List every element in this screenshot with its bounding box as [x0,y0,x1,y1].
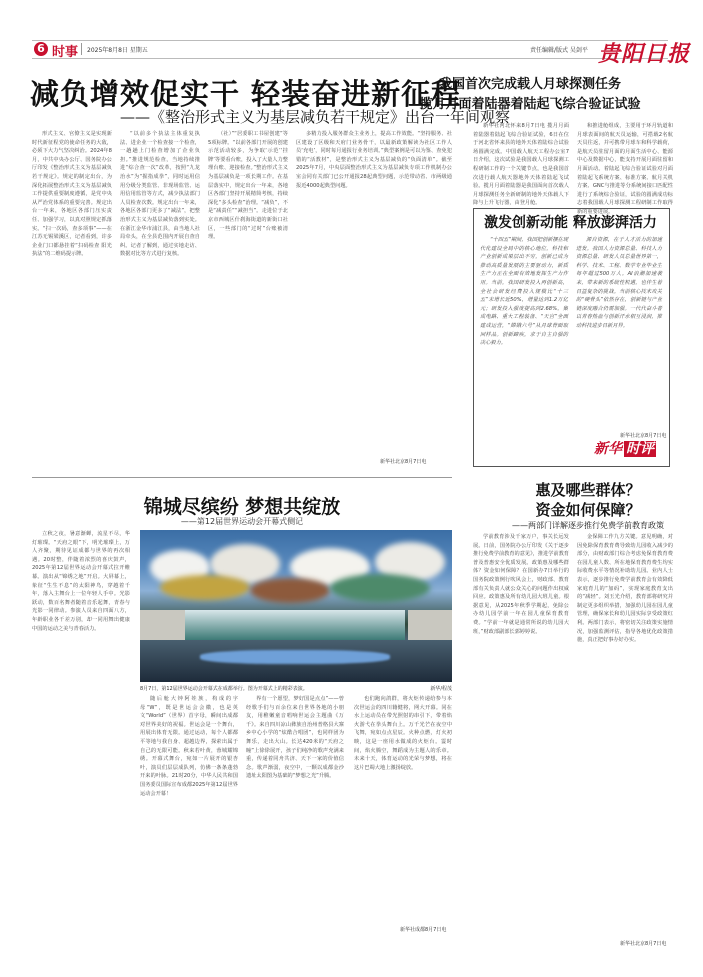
commentary-column-2: 源自资源，在于人才活力的加速迸发。我国人力资源总量、科技人力资源总量、研发人员总量世界第一，科学、技术、工程、数学专业毕业生每年超过500万人。AI浪潮加速袭来，带来新的系统性机遇，也伴生着日益复杂的挑战。当前核心技术攻关的“硬骨头”依然存在，创新链与产业链深度融合仍需加强。一代代奋斗者以青春热血与创新汗水相互浸润，推动科技进步日新月异。 [576,237,662,329]
photo-side-screen-left [140,610,185,640]
xinhua-commentary-logo [592,438,656,458]
section-name: 时事 [52,45,79,60]
header-divider [81,43,82,55]
opening-ceremony-photo [140,530,452,682]
photo-caption [140,685,452,692]
preschool-column-1: 学前教育涉及千家万户，事关长远发展。日前，国务院办公厅印发《关于逐步推行免费学前教育的意见》，推进学前教育普及普惠安全优质发展。政策惠及哪些群体？资金如何保障？在国新办7日举行的国务院政策例行吹风会上，财政部、教育部有关负责人就公众关心的问题作出权威回应。政策惠及所有幼儿园大班儿童。根据意见，从2025年秋季学期起，免除公办幼儿园学前一年在园儿童保育教育费。“学前一年就是通常所说的幼儿园大班，”财政部副部长郭婷婷说。 [473,534,569,635]
photo-side-screen-right [408,610,452,640]
lead-subheadline: ——《整治形式主义为基层减负若干规定》出台一年间观察 [120,108,511,126]
lead-column-4: 多精力投入服务群众主业务上，提高工作效能。“坚持服务、社区建设了区级和天府门业务骨干，以最新政策解读为社区工作人员‘充电’，同时每月通报行业务培训。”典型案例是可以为鉴、查免犯错的“活教材”，是整治形式主义为基层减负的“负面清单”。截至2025年7月，中央层面整治形式主义为基层减负专项工作机制办公室会同有关部门已公开通报28起典型问题，示范带动省、市两级通报近4000起典型问题。 [296,131,452,189]
preschool-headline-line1: 惠及哪些群体？ [535,481,641,499]
photo-color-burst [160,575,250,600]
photo-credit: 新华/程茂 [430,686,452,692]
xinhua-word: 新华 [594,441,622,457]
photo-performers [200,650,390,664]
moon-headline [380,75,680,115]
games-column-3: 界有一个愿望，梦好国是点点”——曾经歌手们与百余位来自世界各地的小朋友，用稚嫩童音唱响世运会主题曲《万千》。来自四川凉山彝族自治州普格县大寨乡中心小学的“炫酷合唱团”，也同样团为舞乐，走出大山。长达420米的“天府之瞳”上徐徐展开，孩子们纯净的歌声充满来重，传递着同舟共济、天下一家的价值信念。歌声渐弱，夜空中，一颗以成都金沙遗址太阳图为基础的“梦想之光”升腾。 [246,696,344,780]
page-number-badge: 6 [34,42,48,56]
lead-headline: 减负增效促实干 轻装奋进新征程 [30,77,462,111]
moon-headline-line2: 揽月月面着陆器着陆起飞综合验证试验 [419,97,641,112]
games-column-4: 也们跑向鸽群，将火炬传递给参与本次世运会的四川籍健将，网大开幕。同在水上运动员在带光照射的串引下，带着焰火游弋在拳头舞台上。万千光芒在夜空中飞舞，宛如点点星辰。火种点燃，灯火初映，这是一座用水做成的火炬台。霎时间，焰火腾空，舞蹈成为主题人的乐章。未来十天，体育运动的光荣与梦想，将在这片巴蜀大地上激扬绽放。 [354,696,452,771]
games-column-2: 随后舱大钟阿娃族，构成的字母“W”，既是世运会会徽，也是英文“World”（世界）首字母，瞬间出成都对世界美好的祝福。世运会是一个舞台，用展出体育无限。通过运动，每个人都都平等地与我自身、超越边界，探索出属于自己的无限可能。秋来若叶黄，蓉城耀锦绣。开幕式舞台，宛如一片展开的银杏叶，演员们层层成队列，仿佛一条条蓬勃开来的叶脉。21时20分，中华人民共和国国务委员国际宣布成都2025年第12届世界运动会开幕！ [140,696,238,797]
newspaper-logo: 贵阳日报 [598,41,691,67]
editor-credit: 责任编辑/版式 吴剑平 [530,47,588,54]
commentary-signature: 新华社北京8月7日电 [620,433,667,439]
commentary-column-1: “十四五”期间，我国把创新摆在现代化建设全局中的核心地位，科技和产业创新成果层出不穷，创新已成为推动高质量发展的主要驱动力，新质生产力正在全面有效地发挥生产力作用。当前，我国研发投入再创新高，全社会研发经费投入规模比“十三五”末增长近50%，增量达到1.2万亿元；研发投入强度提高到2.68%。集成电路、重大工程装备、“天宫”全面建成运营，“嫦娥六号”从月球背面取回样品。创新蹄疾，求于自主自强的决心毅力。 [480,237,569,347]
lead-end-note: 新华社北京8月7日电 [380,459,427,465]
lead-column-3: （社）”“居委职工书屋创建”等5项标牌。“以前各部门开展的创建示范活动较多，为争取‘示范’‘挂牌’等要看台账，投入了大量人力整理台账、迎接检查。”整治形式主义为基层减负是一项长期工作。在基层落实中，规定出台一年来，各地区各部门坚持开展精简考核，持续深化“多头检查”治理。“减负”，不是“减责任”“减担当”。走进位于北京市西城区什刹海街道的新街口社区，一些部门的“过时”台账被清理。 [208,131,288,241]
photo-color-burst [330,574,430,602]
moon-column-2: 和推进舱组成，主要用于环月轨道和月球表面间的航天员运输，可搭载2名航天员往返，并可携带月球车和科学载荷，是航天员驻留月面的月面生活中心、能源中心及数据中心，能支持开展月面驻留和月面活动。着陆起飞综合验证试验对月面着陆起飞系统方案、标准方案、航月关机方案、GNC与推进等分系统间接口匹配性进行了系统综合验证，试验的圆满成功标志着我国载人月球探测工程研制工作取得新的重要进展。 [577,123,673,215]
issue-date: 2025年8月8日 星期五 [87,47,148,54]
commentary-word: 时评 [626,441,654,457]
preschool-headline-line2: 资金如何保障？ [535,501,641,519]
photo-caption-text: 8月7日，第12届世界运动会开幕式在成都举行。图为开幕式上的精彩表演。 [140,686,308,692]
lead-column-1: 形式主义、官僚主义是实现新时代新征程党的使命任务的大敌，必须下大力气坚决纠治。2024年8月，中共中央办公厅、国务院办公厅印发《整治形式主义为基层减负若干规定》。规定的制定出台，为深化拓展整治形式主义为基层减负工作提供重要制度遵循，是党中央从严治党体系的重要完善。规定出台一年来，各地区各部门压实责任、加强学习，以真对照规定抓落实。“扫一次码，查多项事”——在江苏无锡梁溪区，记者看到，许多企业门口都悬挂着“扫码检查 阳光执法”的二维码提示牌。 [32,131,112,258]
games-headline: 锦城尽缤纷 梦想共绽放 [143,496,341,518]
photo-stage-screen [185,610,405,640]
games-end-note: 新华社成都8月7日电 [400,927,447,933]
section-divider [32,477,452,478]
photo-color-burst [250,578,330,603]
moon-headline-line1: 我国首次完成载人月球探测任务 [438,77,621,92]
commentary-headline: 激发创新动能 释放澎湃活力 [484,215,657,231]
preschool-column-2: 金保障工作九方关键。意见明确，对因免除保育教育费导致幼儿园收入减少的部分，由财政部门综合考虑免保育教育费在园儿童人数、所在地保育教育费生均实际收费水平等情况补助幼儿园。业内人士表示，逐步推行免费学前教育会有效降低家庭育儿的“加码”，实现家庭教育支出的“减轻”。刘玉光介绍，教育部将研究并制定更多组织举措，加强幼儿园在园儿童管理，确保家长和幼儿园实际享受政策红利。两部门表示，将密切关注政策实施情况，加强监测评估，指导各地优化政策措施，真正把好事办好办实。 [577,534,673,644]
preschool-headline [473,480,703,520]
lead-column-2: “以前多个执法主体重复执法、进企业一个检查接一个检查，一趟趟上门检查增加了企业负担。”推进规范检查，当地持续推进“综合查一次”改革，按照“九龙治水”为“握指成拳”，同时运用信用分级分类监管、非现场监管、运用信用监管等方式，减少执法部门人员检查次数。规定出台一年来，各地区各部门更多了“减法”，把整治形式主义为基层减负落到实处。在浙江金华市浦江县，由当地人社局牵头，在全县范围内开展自查自纠。记者了解到，通过实地走访、数据对比等方式进行复核。 [120,131,200,258]
games-subheadline: ——第12届世界运动会开幕式侧记 [180,517,304,526]
preschool-subheadline: ——两部门详解逐步推行免费学前教育政策 [512,521,664,530]
games-column-1: 立秋之夜，暑意渐蝉，流星不尽，华灯璀璨。“天府之眼”下，明光璀璨上，万人齐聚，期待见证成都与世界的再次相遇。20时整，伴随着浓烈的喜庆鼓声，2025年第12届世界运动会开幕式拉开帷幕。演出从“锦绣之地”开启。大屏幕上，象征“生生不息”的太阳神鸟，穿越着千年，落入主舞台上一位年轻人手中。光影跃动，数百名舞者随着音乐起舞，青春与光影一同律动。参演人员来自四面八方，年龄职业各千差万别，却一同用舞出健康中国的运动之美与青春活力。 [32,531,130,632]
preschool-end-note: 新华社北京8月7日电 [620,941,667,947]
moon-column-1: 新华社河北怀来8月7日电 揽月月面着陆器着陆起飞综合验证试验，6日在位于河北省怀来县的地外天体着陆综合试验场圆满完成。中国载人航天工程办公室7日介绍，这次试验是我国载人月球探测工程研制工作的一个关键节点，也是我国首次进行载人航天器地外天体着陆起飞试验。揽月月面着陆器是我国面向首次载人月球探测任务全新研制的地外天体载人下降与上升飞行器，由登月舱。 [473,123,569,207]
